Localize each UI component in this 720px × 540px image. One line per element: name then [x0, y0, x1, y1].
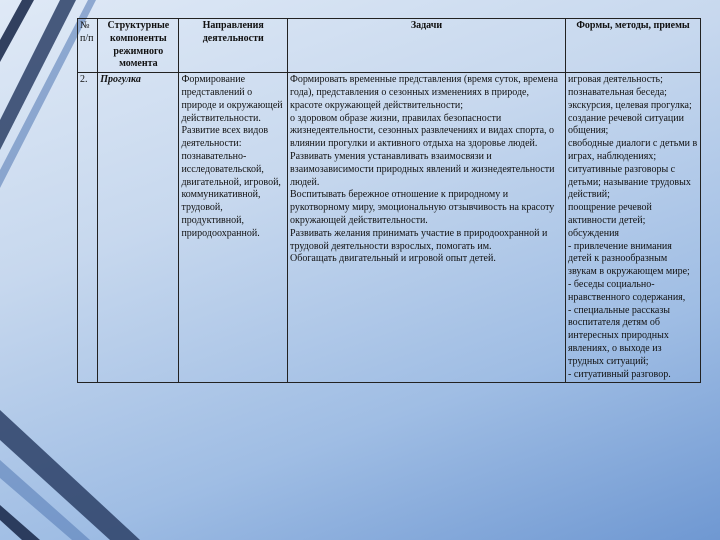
task-line: Развивать желания принимать участие в природоохранной и трудовой деятельности взрослых, помогать им.: [290, 227, 548, 252]
form-line: создание речевой ситуации общения;: [568, 112, 684, 137]
cell-tasks: [288, 73, 566, 383]
form-line: - привлечение внимания детей к разнообразным звукам в окружающем мире;: [568, 240, 690, 278]
header-num: № п/п: [78, 19, 98, 73]
table-row: [78, 73, 701, 383]
task-line: Формировать временные представления (время суток, времена года), представления о сезонных изменениях в природе, красоте окружающей действительности;: [290, 74, 558, 111]
cell-structural: Прогулка: [98, 73, 179, 383]
form-line: - специальные рассказы воспитателя детям об интересных природных явлениях, о выходе из трудных ситуаций;: [568, 304, 671, 367]
activity-table: [77, 18, 701, 383]
form-line: экскурсия, целевая прогулка;: [568, 99, 692, 111]
form-line: - беседы социально-нравственного содержания,: [568, 278, 686, 303]
cell-forms: [566, 73, 701, 383]
header-tasks: Задачи: [288, 19, 566, 73]
cell-direction: Формирование представлений о природе и окружающей действительности. Развитие всех видов деятельности: познавательно-исследовательской, двигательной, игровой, коммуникативной, трудовой, продуктивной, природоохранной.: [179, 73, 288, 383]
form-line: обсуждения: [568, 227, 620, 239]
form-line: игровая деятельность;: [568, 74, 663, 86]
form-line: познавательная беседа;: [568, 86, 667, 98]
task-line: Обогащать двигательный и игровой опыт детей.: [290, 253, 496, 265]
task-line: о здоровом образе жизни, правилах безопасности жизнедеятельности, сезонных развлечениях и видах спорта, о влиянии прогулки и активного отдыха на здоровье людей.: [290, 112, 555, 150]
form-line: свободные диалоги с детьми в играх, наблюдениях;: [568, 138, 698, 162]
task-line: Воспитывать бережное отношение к природному и рукотворному миру, эмоциональную отзывчивость на красоту окружающей действительности.: [290, 189, 555, 226]
form-line: - ситуативный разговор.: [568, 368, 671, 380]
form-line: ситуативные разговоры с детьми; называние трудовых действий;: [568, 163, 691, 201]
form-line: поощрение речевой активности детей;: [568, 202, 652, 226]
header-structural: Структурные компоненты режимного момента: [98, 19, 179, 73]
header-forms: Формы, методы, приемы: [566, 19, 701, 73]
header-direction: Направления деятельности: [179, 19, 288, 73]
task-line: Развивать умения устанавливать взаимосвязи и взаимозависимости природных явлений и жизнедеятельности людей.: [290, 150, 555, 188]
table-header-row: [78, 19, 701, 73]
cell-num: 2.: [78, 73, 98, 383]
